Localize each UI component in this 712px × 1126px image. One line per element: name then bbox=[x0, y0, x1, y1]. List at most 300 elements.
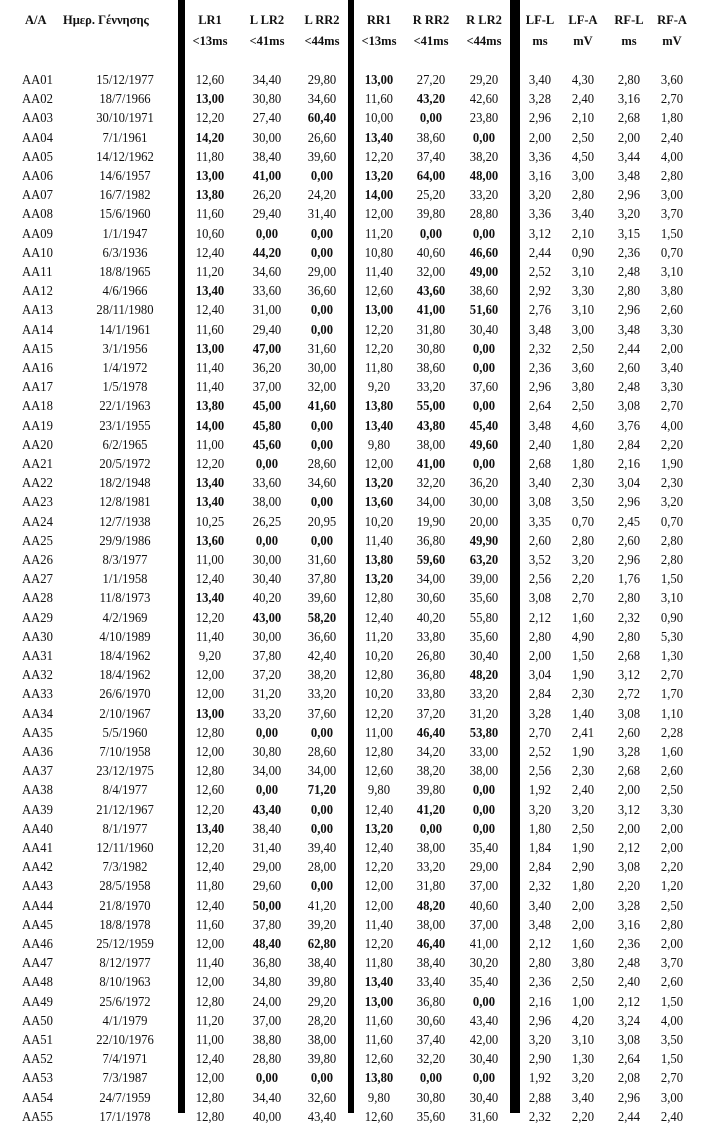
cell-llr2: 38,00 bbox=[252, 494, 282, 510]
cell-id: AA42 bbox=[22, 859, 53, 875]
cell-lrr2: 0,00 bbox=[310, 878, 334, 894]
cell-id: AA45 bbox=[22, 916, 53, 932]
cell-birth: 14/12/1962 bbox=[96, 148, 154, 164]
cell-llr2: 45,60 bbox=[252, 436, 282, 452]
cell-birth: 5/5/1960 bbox=[102, 724, 148, 740]
cell-lfa: 1,40 bbox=[571, 705, 595, 721]
cell-lfa: 0,90 bbox=[571, 244, 595, 260]
cell-rlr2: 55,80 bbox=[469, 609, 499, 625]
cell-lfa: 1,60 bbox=[571, 936, 595, 951]
cell-rfa: 1,60 bbox=[660, 744, 684, 759]
cell-rrr2: 38,00 bbox=[416, 840, 446, 855]
cell-llr2: 37,00 bbox=[252, 1012, 282, 1028]
cell-rfa: 2,80 bbox=[660, 552, 684, 567]
table-row bbox=[0, 627, 712, 646]
cell-id: AA29 bbox=[22, 609, 53, 625]
table-row bbox=[0, 569, 712, 588]
cell-birth: 18/4/1962 bbox=[99, 648, 151, 663]
cell-rfa: 3,70 bbox=[660, 955, 684, 971]
cell-lrr2: 29,80 bbox=[307, 72, 337, 87]
cell-id: AA07 bbox=[22, 187, 53, 203]
header-rr1: RR1 bbox=[366, 13, 392, 27]
cell-rrr2: 19,90 bbox=[416, 513, 446, 529]
cell-rr1: 12,40 bbox=[364, 840, 394, 855]
cell-lfa: 3,40 bbox=[571, 206, 595, 222]
table-row bbox=[0, 89, 712, 108]
header-rlr2: R LR2 bbox=[466, 13, 502, 27]
cell-lfa: 3,60 bbox=[571, 360, 595, 375]
cell-rfl: 3,24 bbox=[617, 1012, 641, 1028]
cell-llr2: 50,00 bbox=[252, 897, 282, 913]
cell-lfl: 2,84 bbox=[528, 686, 552, 702]
cell-llr2: 33,60 bbox=[252, 283, 282, 299]
cell-rfl: 2,08 bbox=[617, 1070, 641, 1086]
cell-birth: 20/5/1972 bbox=[99, 456, 151, 471]
cell-rrr2: 34,00 bbox=[416, 494, 446, 510]
cell-rr1: 13,40 bbox=[364, 129, 394, 145]
cell-rfa: 2,60 bbox=[660, 763, 684, 779]
cell-lfa: 2,40 bbox=[571, 782, 595, 798]
cell-rlr2: 39,00 bbox=[469, 571, 499, 587]
cell-lfl: 1,92 bbox=[528, 1070, 552, 1086]
table-row bbox=[0, 550, 712, 569]
cell-lfa: 3,20 bbox=[571, 801, 595, 817]
cell-rfa: 3,30 bbox=[660, 321, 684, 337]
table-row bbox=[0, 780, 712, 799]
cell-lfa: 3,00 bbox=[571, 321, 595, 337]
cell-rfa: 2,80 bbox=[660, 916, 684, 932]
cell-lrr2: 0,00 bbox=[310, 1070, 334, 1086]
cell-rr1: 11,60 bbox=[365, 1032, 393, 1047]
cell-id: AA37 bbox=[22, 763, 53, 779]
cell-lrr2: 39,80 bbox=[307, 974, 337, 990]
cell-lfl: 3,40 bbox=[528, 897, 552, 913]
cell-llr2: 0,00 bbox=[255, 456, 279, 471]
table-row bbox=[0, 1088, 712, 1107]
cell-lfl: 3,20 bbox=[528, 1032, 552, 1047]
cell-lfl: 2,90 bbox=[528, 1051, 552, 1067]
table-row bbox=[0, 1068, 712, 1087]
cell-rfa: 3,30 bbox=[660, 801, 684, 817]
cell-id: AA10 bbox=[22, 244, 53, 260]
cell-rlr2: 35,40 bbox=[469, 840, 499, 855]
table-row bbox=[0, 454, 712, 473]
cell-lfa: 3,80 bbox=[571, 955, 595, 971]
header-rrr2-unit: <41ms bbox=[413, 34, 449, 48]
cell-rfl: 2,48 bbox=[617, 955, 641, 971]
table-row bbox=[0, 531, 712, 550]
cell-lfa: 1,50 bbox=[571, 648, 595, 663]
header-rf-a-unit: mV bbox=[662, 34, 682, 48]
cell-rr1: 12,00 bbox=[364, 206, 394, 222]
cell-rfa: 2,30 bbox=[660, 475, 684, 491]
cell-rlr2: 51,60 bbox=[469, 302, 499, 318]
cell-lrr2: 33,20 bbox=[307, 686, 337, 702]
cell-rfa: 1,20 bbox=[660, 878, 684, 894]
cell-birth: 23/12/1975 bbox=[96, 763, 154, 779]
header-lf-a-unit: mV bbox=[573, 34, 593, 48]
cell-lrr2: 30,00 bbox=[307, 360, 337, 375]
cell-rfa: 3,00 bbox=[660, 1089, 684, 1105]
cell-rrr2: 46,40 bbox=[416, 724, 446, 740]
cell-rr1: 11,00 bbox=[365, 724, 393, 740]
cell-lfa: 3,20 bbox=[571, 1070, 595, 1086]
cell-llr2: 45,00 bbox=[252, 398, 282, 414]
cell-rfa: 3,70 bbox=[660, 206, 684, 222]
table-row bbox=[0, 108, 712, 127]
cell-llr2: 34,40 bbox=[252, 1089, 282, 1105]
cell-rlr2: 35,40 bbox=[469, 974, 499, 990]
cell-llr2: 36,20 bbox=[252, 360, 282, 375]
cell-lrr2: 42,40 bbox=[307, 648, 337, 663]
cell-lr1: 13,80 bbox=[195, 187, 225, 203]
cell-rr1: 12,80 bbox=[364, 590, 394, 606]
cell-rfl: 3,48 bbox=[617, 168, 641, 183]
cell-lfa: 2,50 bbox=[571, 820, 595, 836]
cell-lfa: 1,30 bbox=[571, 1051, 595, 1067]
table-row bbox=[0, 876, 712, 895]
cell-lrr2: 36,60 bbox=[307, 283, 337, 299]
cell-rfl: 2,68 bbox=[617, 763, 641, 779]
cell-lfl: 2,32 bbox=[528, 340, 552, 356]
cell-lr1: 13,40 bbox=[195, 590, 225, 606]
cell-lfa: 1,80 bbox=[571, 878, 595, 894]
cell-rfl: 2,80 bbox=[617, 283, 641, 299]
cell-lr1: 13,40 bbox=[195, 475, 225, 491]
cell-birth: 21/12/1967 bbox=[96, 801, 154, 817]
table-row bbox=[0, 147, 712, 166]
cell-rlr2: 37,00 bbox=[469, 916, 499, 932]
cell-lfa: 4,50 bbox=[571, 148, 595, 164]
cell-llr2: 37,00 bbox=[252, 379, 282, 395]
cell-birth: 22/1/1963 bbox=[99, 398, 151, 414]
cell-rlr2: 30,40 bbox=[469, 648, 499, 663]
cell-lr1: 11,60 bbox=[196, 916, 224, 932]
cell-lfa: 4,90 bbox=[571, 628, 595, 644]
cell-rlr2: 33,00 bbox=[469, 744, 499, 759]
cell-llr2: 30,80 bbox=[252, 744, 282, 759]
cell-lr1: 12,40 bbox=[195, 859, 225, 875]
cell-lfa: 2,41 bbox=[571, 724, 595, 740]
cell-llr2: 37,80 bbox=[252, 916, 282, 932]
header-rf-a: RF-A bbox=[657, 13, 687, 27]
header-lf-l: LF-L bbox=[525, 13, 555, 27]
cell-llr2: 29,40 bbox=[252, 321, 282, 337]
cell-rlr2: 38,60 bbox=[469, 283, 499, 299]
cell-rfl: 3,08 bbox=[617, 705, 641, 721]
cell-rlr2: 30,00 bbox=[469, 494, 499, 510]
cell-rlr2: 30,40 bbox=[469, 321, 499, 337]
header-id: A/A bbox=[25, 13, 47, 27]
cell-rlr2: 43,40 bbox=[469, 1012, 499, 1028]
cell-lrr2: 0,00 bbox=[310, 436, 334, 452]
cell-rrr2: 41,00 bbox=[416, 302, 446, 318]
cell-rlr2: 33,20 bbox=[469, 187, 499, 203]
cell-rfa: 1,50 bbox=[660, 225, 684, 241]
cell-rfa: 4,00 bbox=[660, 417, 684, 433]
cell-rfl: 2,12 bbox=[617, 840, 641, 855]
cell-llr2: 43,40 bbox=[252, 801, 282, 817]
table-row bbox=[0, 1011, 712, 1030]
cell-rfl: 2,00 bbox=[617, 820, 641, 836]
cell-rfl: 3,76 bbox=[617, 417, 641, 433]
cell-lrr2: 39,60 bbox=[307, 590, 337, 606]
cell-id: AA06 bbox=[22, 168, 53, 183]
cell-llr2: 0,00 bbox=[255, 225, 279, 241]
cell-rlr2: 31,20 bbox=[469, 705, 499, 721]
table-row bbox=[0, 492, 712, 511]
cell-rrr2: 43,60 bbox=[416, 283, 446, 299]
cell-lfa: 1,90 bbox=[571, 840, 595, 855]
cell-rfa: 1,10 bbox=[660, 705, 684, 721]
cell-lfa: 3,10 bbox=[571, 264, 595, 279]
cell-birth: 6/2/1965 bbox=[102, 436, 148, 452]
cell-lfl: 2,80 bbox=[528, 955, 552, 971]
cell-rfl: 3,28 bbox=[617, 897, 641, 913]
cell-lfl: 2,32 bbox=[528, 1108, 552, 1124]
cell-rr1: 11,40 bbox=[365, 264, 393, 279]
cell-birth: 25/12/1959 bbox=[96, 936, 154, 951]
cell-rrr2: 26,80 bbox=[416, 648, 446, 663]
cell-birth: 7/1/1961 bbox=[102, 129, 148, 145]
cell-llr2: 47,00 bbox=[252, 340, 282, 356]
cell-lfa: 2,30 bbox=[571, 763, 595, 779]
cell-rr1: 12,00 bbox=[364, 878, 394, 894]
cell-lfl: 3,28 bbox=[528, 91, 552, 107]
cell-rfa: 2,00 bbox=[660, 936, 684, 951]
cell-lrr2: 0,00 bbox=[310, 244, 334, 260]
cell-llr2: 33,60 bbox=[252, 475, 282, 491]
cell-rlr2: 37,00 bbox=[469, 878, 499, 894]
cell-rr1: 12,20 bbox=[364, 705, 394, 721]
cell-id: AA15 bbox=[22, 340, 53, 356]
cell-llr2: 28,80 bbox=[252, 1051, 282, 1067]
cell-rr1: 12,20 bbox=[364, 148, 394, 164]
cell-lr1: 11,00 bbox=[196, 1032, 224, 1047]
cell-lfa: 2,90 bbox=[571, 859, 595, 875]
cell-lrr2: 0,00 bbox=[310, 302, 334, 318]
cell-lfa: 1,60 bbox=[571, 609, 595, 625]
cell-lfl: 2,92 bbox=[528, 283, 552, 299]
cell-rr1: 13,20 bbox=[364, 168, 394, 183]
cell-lr1: 12,00 bbox=[195, 974, 225, 990]
cell-id: AA02 bbox=[22, 91, 53, 107]
cell-rfl: 2,72 bbox=[617, 686, 641, 702]
cell-lrr2: 39,20 bbox=[307, 916, 337, 932]
cell-birth: 1/4/1972 bbox=[102, 360, 148, 375]
cell-lfa: 2,50 bbox=[571, 340, 595, 356]
cell-rlr2: 49,90 bbox=[469, 532, 499, 548]
cell-lfl: 2,56 bbox=[528, 571, 552, 587]
table-row bbox=[0, 953, 712, 972]
cell-lfa: 2,50 bbox=[571, 974, 595, 990]
cell-lrr2: 62,80 bbox=[307, 936, 337, 951]
table-row bbox=[0, 588, 712, 607]
cell-rlr2: 49,00 bbox=[469, 264, 499, 279]
cell-llr2: 26,25 bbox=[252, 513, 282, 529]
cell-rr1: 13,20 bbox=[364, 571, 394, 587]
cell-id: AA51 bbox=[22, 1032, 53, 1047]
cell-lrr2: 28,60 bbox=[307, 744, 337, 759]
cell-lfl: 2,68 bbox=[528, 456, 552, 471]
cell-lr1: 11,20 bbox=[196, 1012, 224, 1028]
cell-lfa: 3,80 bbox=[571, 379, 595, 395]
cell-birth: 18/7/1966 bbox=[99, 91, 151, 107]
cell-lrr2: 39,60 bbox=[307, 148, 337, 164]
cell-lfl: 3,04 bbox=[528, 667, 552, 683]
cell-rrr2: 46,40 bbox=[416, 936, 446, 951]
cell-birth: 18/8/1978 bbox=[99, 916, 151, 932]
cell-lfl: 3,28 bbox=[528, 705, 552, 721]
cell-lfl: 1,92 bbox=[528, 782, 552, 798]
cell-birth: 1/5/1978 bbox=[102, 379, 148, 395]
cell-rfa: 3,50 bbox=[660, 1032, 684, 1047]
cell-rlr2: 63,20 bbox=[469, 552, 499, 567]
cell-rfl: 3,08 bbox=[617, 1032, 641, 1047]
cell-rrr2: 0,00 bbox=[419, 1070, 443, 1086]
cell-lrr2: 29,00 bbox=[307, 264, 337, 279]
cell-lr1: 11,40 bbox=[196, 628, 224, 644]
cell-rfl: 3,16 bbox=[617, 916, 641, 932]
cell-rlr2: 38,20 bbox=[469, 148, 499, 164]
table-row bbox=[0, 800, 712, 819]
cell-lrr2: 37,60 bbox=[307, 705, 337, 721]
cell-lr1: 12,40 bbox=[195, 1051, 225, 1067]
cell-id: AA43 bbox=[22, 878, 53, 894]
cell-lfl: 2,32 bbox=[528, 878, 552, 894]
cell-lfl: 2,96 bbox=[528, 1012, 552, 1028]
cell-birth: 1/1/1958 bbox=[102, 571, 148, 587]
cell-rlr2: 40,60 bbox=[469, 897, 499, 913]
cell-lrr2: 39,40 bbox=[307, 840, 337, 855]
cell-lr1: 12,40 bbox=[195, 571, 225, 587]
cell-lrr2: 39,80 bbox=[307, 1051, 337, 1067]
cell-lfl: 2,16 bbox=[528, 993, 552, 1009]
cell-rfl: 3,04 bbox=[617, 475, 641, 491]
cell-birth: 24/7/1959 bbox=[99, 1089, 151, 1105]
cell-lr1: 13,00 bbox=[195, 168, 225, 183]
cell-id: AA24 bbox=[22, 513, 53, 529]
cell-id: AA34 bbox=[22, 705, 53, 721]
cell-birth: 18/8/1965 bbox=[99, 264, 151, 279]
header-rf-l-unit: ms bbox=[621, 34, 637, 48]
table-row bbox=[0, 262, 712, 281]
cell-rfl: 2,00 bbox=[617, 129, 641, 145]
cell-rr1: 13,00 bbox=[364, 993, 394, 1009]
cell-rr1: 11,60 bbox=[365, 1012, 393, 1028]
cell-rrr2: 32,20 bbox=[416, 1051, 446, 1067]
cell-rfa: 4,00 bbox=[660, 1012, 684, 1028]
cell-lfa: 2,30 bbox=[571, 686, 595, 702]
table-row bbox=[0, 665, 712, 684]
cell-llr2: 30,80 bbox=[252, 91, 282, 107]
cell-rlr2: 0,00 bbox=[472, 129, 496, 145]
cell-lr1: 10,60 bbox=[195, 225, 225, 241]
cell-rfl: 2,60 bbox=[617, 360, 641, 375]
cell-birth: 28/11/1980 bbox=[96, 302, 154, 318]
cell-rrr2: 32,20 bbox=[416, 475, 446, 491]
cell-rlr2: 0,00 bbox=[472, 360, 496, 375]
cell-llr2: 34,40 bbox=[252, 72, 282, 87]
cell-rfl: 2,80 bbox=[617, 590, 641, 606]
cell-rfl: 2,44 bbox=[617, 340, 641, 356]
cell-rrr2: 43,80 bbox=[416, 417, 446, 433]
cell-id: AA33 bbox=[22, 686, 53, 702]
cell-lfa: 1,00 bbox=[571, 993, 595, 1009]
cell-rrr2: 25,20 bbox=[416, 187, 446, 203]
cell-rr1: 10,00 bbox=[364, 110, 394, 126]
cell-rr1: 12,80 bbox=[364, 667, 394, 683]
cell-birth: 26/6/1970 bbox=[99, 686, 151, 702]
cell-lr1: 11,00 bbox=[196, 436, 224, 452]
cell-rlr2: 48,00 bbox=[469, 168, 499, 183]
cell-lrr2: 28,60 bbox=[307, 456, 337, 471]
cell-lfa: 3,20 bbox=[571, 552, 595, 567]
cell-id: AA50 bbox=[22, 1012, 53, 1028]
cell-rfa: 4,00 bbox=[660, 148, 684, 164]
cell-llr2: 0,00 bbox=[255, 782, 279, 798]
cell-rlr2: 45,40 bbox=[469, 417, 499, 433]
cell-birth: 1/1/1947 bbox=[102, 225, 148, 241]
cell-id: AA55 bbox=[22, 1108, 53, 1124]
cell-rfl: 2,20 bbox=[617, 878, 641, 894]
table-row bbox=[0, 992, 712, 1011]
cell-rr1: 12,60 bbox=[364, 283, 394, 299]
cell-llr2: 31,40 bbox=[252, 840, 282, 855]
cell-id: AA08 bbox=[22, 206, 53, 222]
cell-rrr2: 0,00 bbox=[419, 225, 443, 241]
cell-rfa: 1,30 bbox=[660, 648, 684, 663]
cell-lr1: 12,60 bbox=[195, 72, 225, 87]
cell-rrr2: 35,60 bbox=[416, 1108, 446, 1124]
cell-id: AA21 bbox=[22, 456, 53, 471]
cell-lfl: 2,64 bbox=[528, 398, 552, 414]
cell-lfa: 2,20 bbox=[571, 571, 595, 587]
cell-birth: 4/1/1979 bbox=[102, 1012, 148, 1028]
cell-rlr2: 33,20 bbox=[469, 686, 499, 702]
cell-rr1: 12,20 bbox=[364, 936, 394, 951]
table-row bbox=[0, 320, 712, 339]
cell-rr1: 11,80 bbox=[365, 955, 393, 971]
cell-lfl: 3,20 bbox=[528, 187, 552, 203]
cell-id: AA49 bbox=[22, 993, 53, 1009]
cell-rfl: 3,20 bbox=[617, 206, 641, 222]
cell-rlr2: 0,00 bbox=[472, 782, 496, 798]
cell-lr1: 12,00 bbox=[195, 936, 225, 951]
cell-lrr2: 71,20 bbox=[307, 782, 337, 798]
cell-rfl: 2,40 bbox=[617, 974, 641, 990]
cell-lrr2: 34,60 bbox=[307, 91, 337, 107]
cell-lrr2: 38,40 bbox=[307, 955, 337, 971]
cell-rlr2: 48,20 bbox=[469, 667, 499, 683]
cell-lfl: 2,80 bbox=[528, 628, 552, 644]
cell-rlr2: 42,60 bbox=[469, 91, 499, 107]
table-row bbox=[0, 512, 712, 531]
cell-lfl: 3,08 bbox=[528, 494, 552, 510]
cell-birth: 8/3/1977 bbox=[102, 552, 148, 567]
cell-rrr2: 37,40 bbox=[416, 1032, 446, 1047]
cell-rrr2: 38,40 bbox=[416, 955, 446, 971]
cell-lr1: 12,60 bbox=[195, 782, 225, 798]
cell-lr1: 13,80 bbox=[195, 398, 225, 414]
cell-rrr2: 0,00 bbox=[419, 110, 443, 126]
cell-llr2: 27,40 bbox=[252, 110, 282, 126]
cell-rrr2: 38,00 bbox=[416, 436, 446, 452]
cell-lr1: 12,20 bbox=[195, 609, 225, 625]
cell-rr1: 13,80 bbox=[364, 1070, 394, 1086]
cell-llr2: 40,00 bbox=[252, 1108, 282, 1124]
cell-llr2: 38,80 bbox=[252, 1032, 282, 1047]
